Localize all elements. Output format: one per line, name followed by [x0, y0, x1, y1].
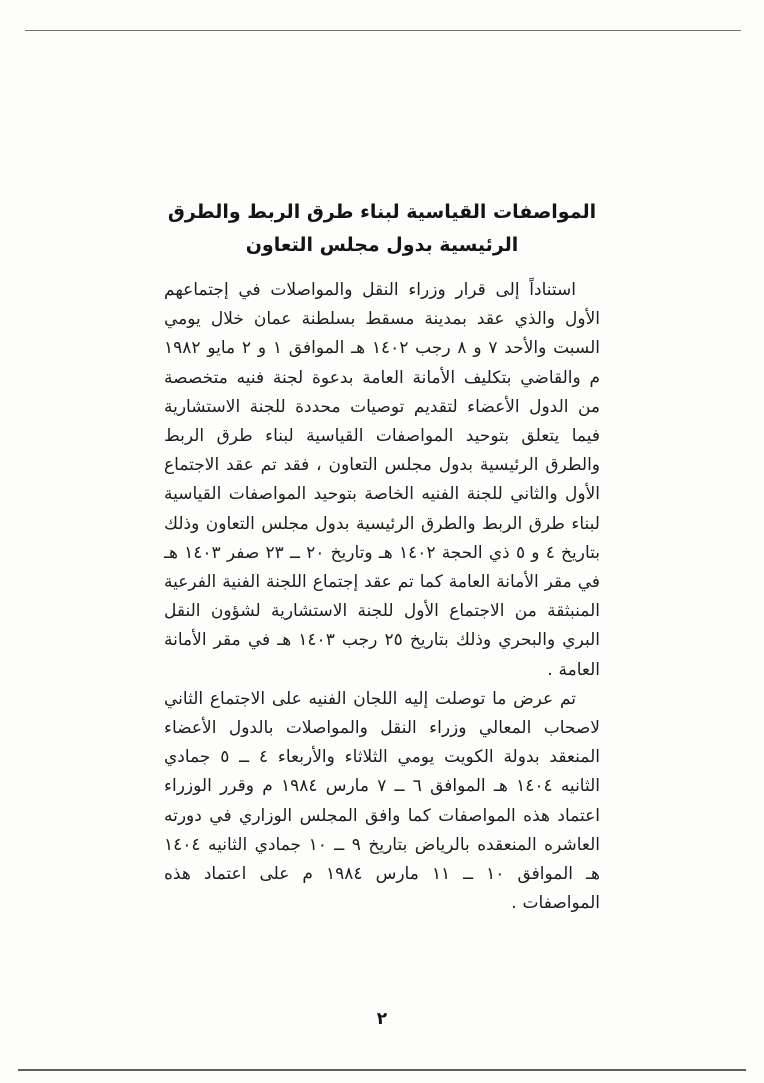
scan-edge-top [25, 30, 741, 31]
document-body [164, 276, 600, 918]
document-title [164, 196, 600, 262]
document-title-line2: الرئيسية بدول مجلس التعاون [245, 234, 519, 256]
scan-edge-bottom [18, 1069, 746, 1071]
paragraph-2: تم عرض ما توصلت إليه اللجان الفنيه على الاجتماع الثاني لاصحاب المعالي وزراء النقل والمواصلات بالدول الأعضاء المنعقد بدولة الكويت يومي الثلاثاء والأربعاء ٤ ــ ٥ جمادي الثانيه ١٤٠٤ هـ الموافق ٦ ــ ٧ مارس ١٩٨٤ م وقرر الوزراء اعتماد هذه المواصفات كما وافق المجلس الوزاري في دورته العاشره المنعقده بالرياض بتاريخ ٩ ــ ١٠ جمادي الثانيه ١٤٠٤ هـ الموافق ١٠ ــ ١١ مارس ١٩٨٤ م على اعتماد هذه المواصفات . [164, 688, 601, 914]
text-column [164, 196, 600, 918]
paragraph-1: استناداً إلى قرار وزراء النقل والمواصلات في إجتماعهم الأول والذي عقد بمدينة مسقط بسلطنة عمان خلال يومي السبت والأحد ٧ و ٨ رجب ١٤٠٢ هـ الموافق ١ و ٢ مايو ١٩٨٢ م والقاضي بتكليف الأمانة العامة بدعوة لجنة فنيه متخصصة من الدول الأعضاء لتقديم توصيات محددة للجنة الاستشارية فيما يتعلق بتوحيد المواصفات القياسية لبناء طرق الربط والطرق الرئيسية بدول مجلس التعاون ، فقد تم عقد الاجتماع الأول والثاني للجنة الفنيه الخاصة بتوحيد المواصفات القياسية لبناء طرق الربط والطرق الرئيسية بدول مجلس التعاون وذلك بتاريخ ٤ و ٥ ذي الحجة ١٤٠٢ هـ وتاريخ ٢٠ ــ ٢٣ صفر ١٤٠٣ هـ في مقر الأمانة العامة كما تم عقد إجتماع اللجنة الفنية الفرعية المنبثقة من الاجتماع الأول للجنة الاستشارية لشؤون النقل البري والبحري وذلك بتاريخ ٢٥ رجب ١٤٠٣ هـ في مقر الأمانة العامة . [164, 280, 600, 680]
page-number: ٢ [376, 1009, 388, 1029]
document-title-line1: المواصفات القياسية لبناء طرق الربط والطرق [167, 201, 597, 223]
